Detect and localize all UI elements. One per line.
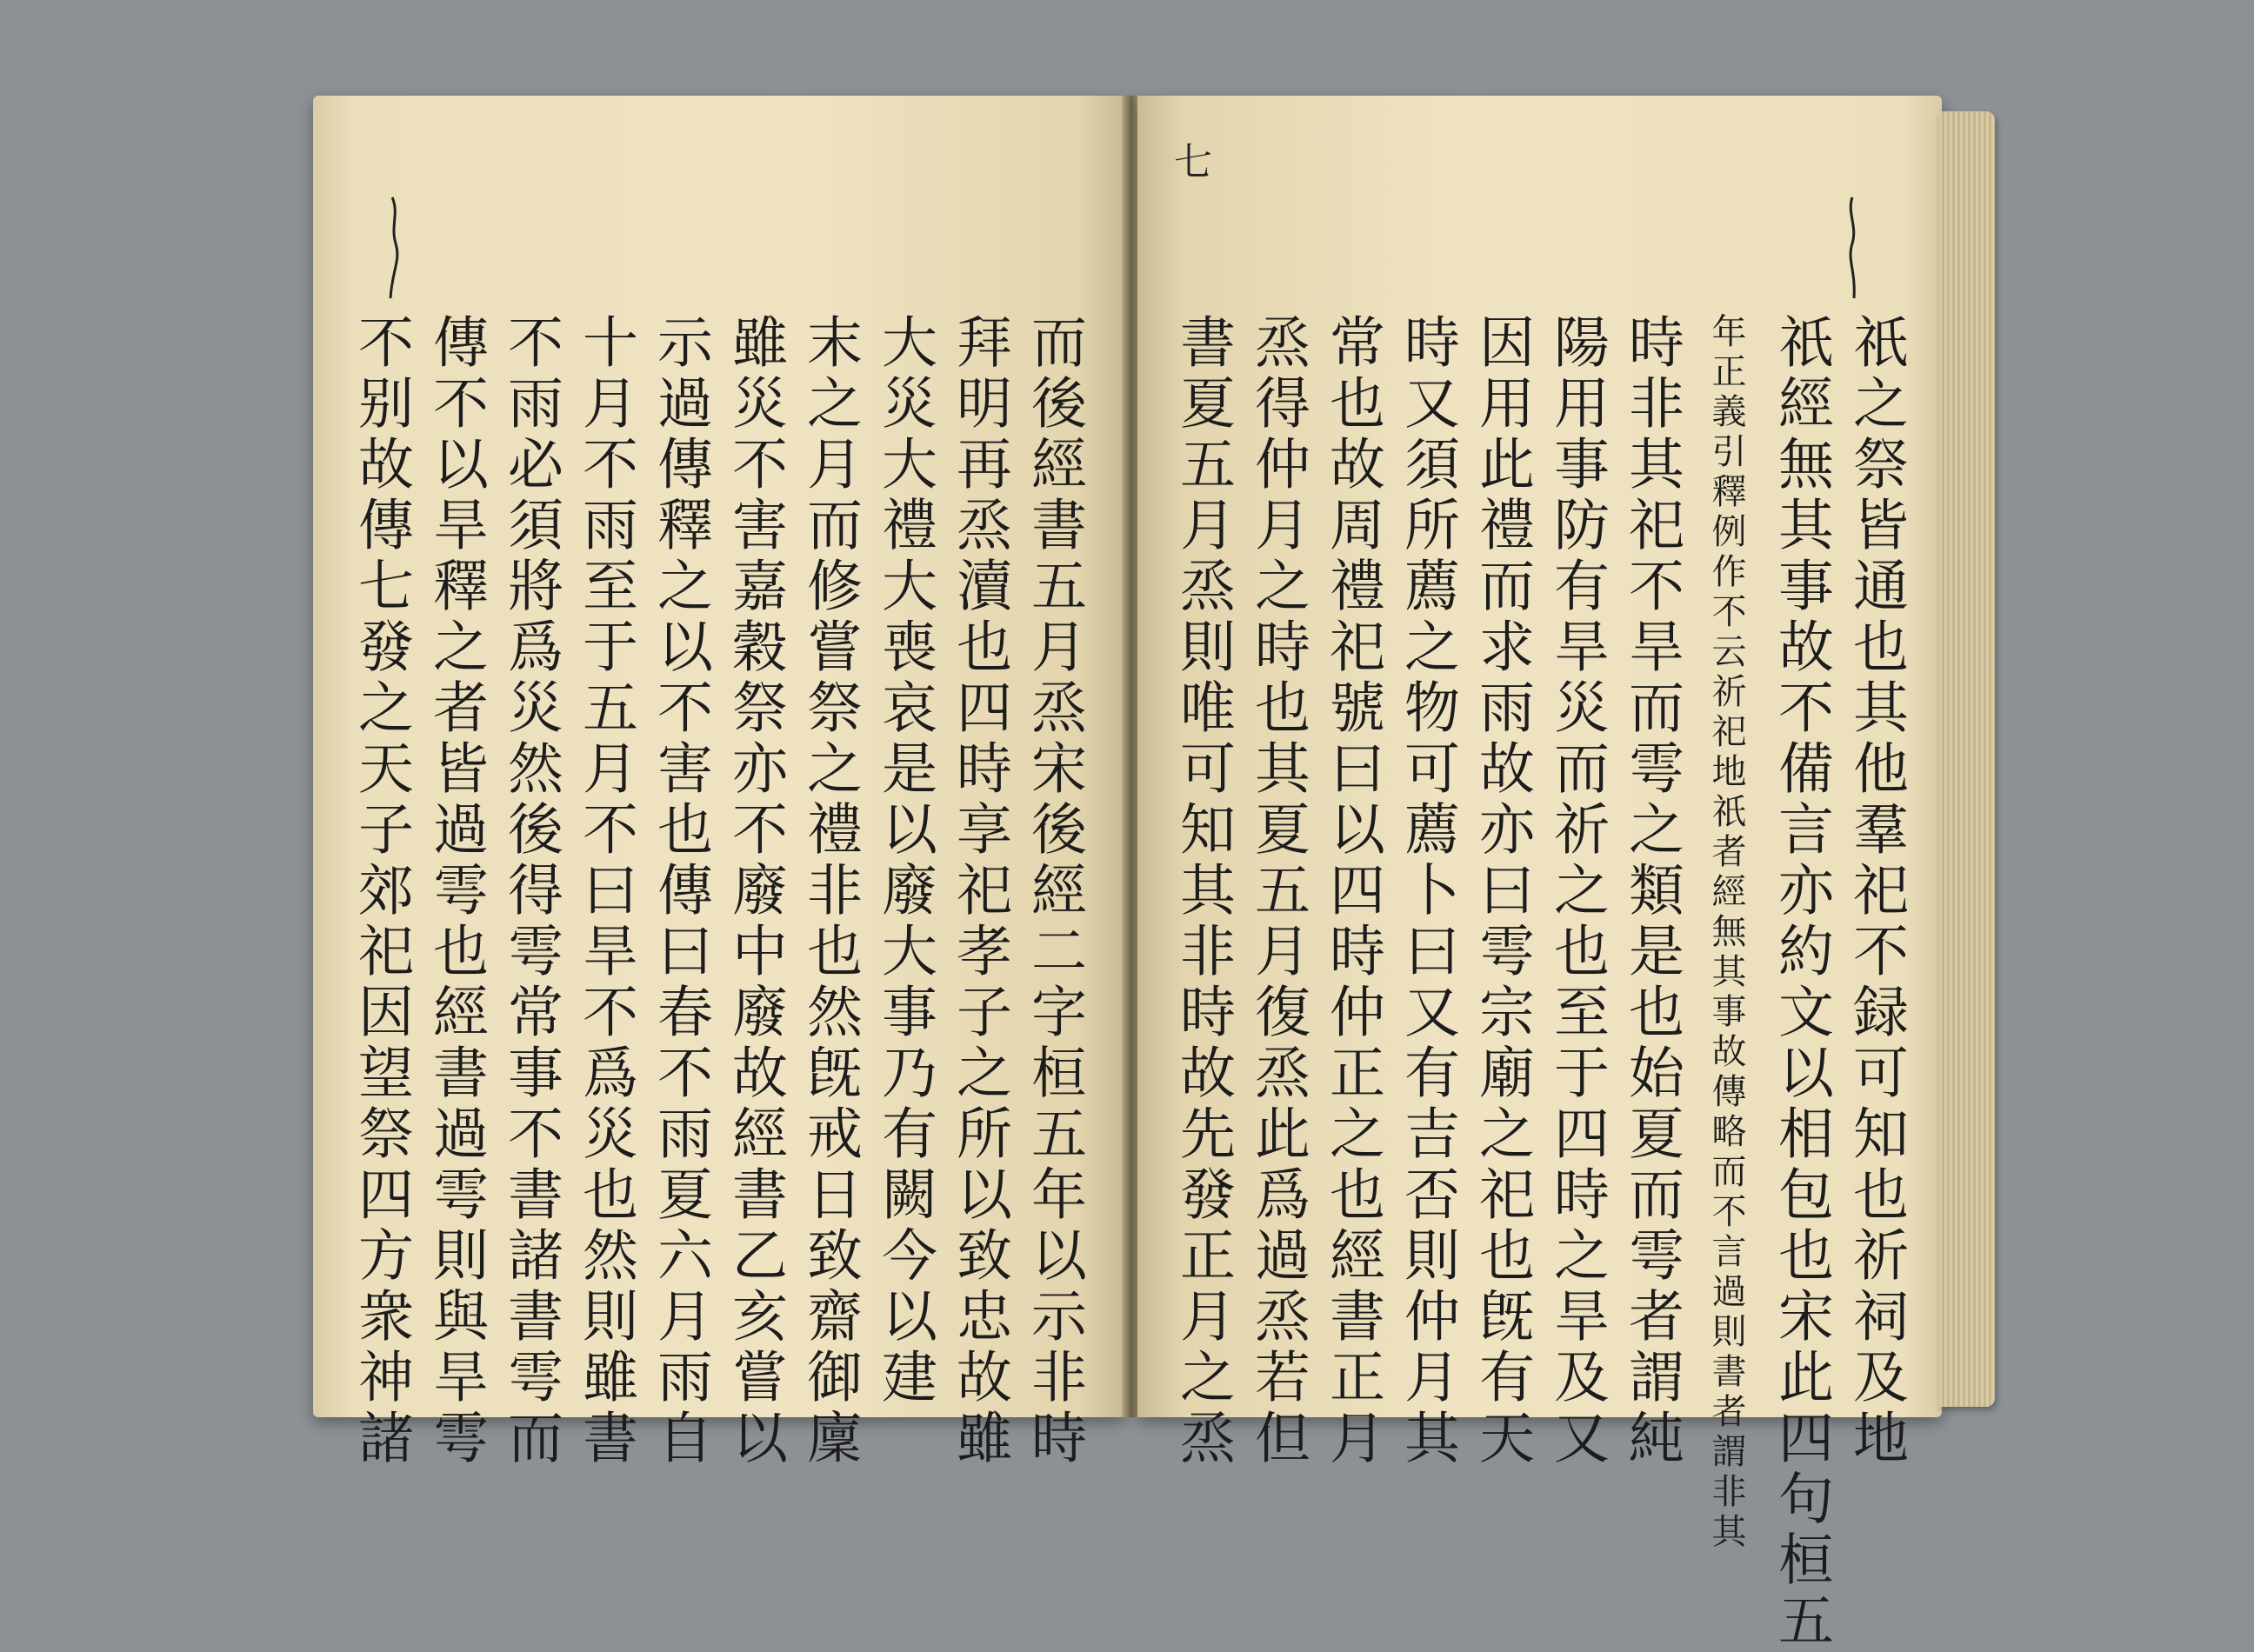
- text-column: 烝得仲月之時也其夏五月復烝此爲過烝若但: [1245, 313, 1310, 1469]
- text-column: 書夏五月烝則唯可知其非時故先發正月之烝: [1170, 313, 1235, 1469]
- text-column: 時又須所薦之物可薦卜曰又有吉否則仲月其: [1395, 313, 1459, 1469]
- page-edges: [1939, 111, 1995, 1407]
- text-column: 時非其祀不旱而雩之類是也始夏而雩者謂純: [1619, 313, 1684, 1469]
- text-column: 不雨必須將爲災然後得雩常事不書諸書雩而: [498, 313, 563, 1469]
- text-column: 祇之祭皆通也其他羣祀不録可知也祈祠及地: [1844, 313, 1908, 1469]
- text-column: 十月不雨至于五月不曰旱不爲災也然則雖書: [573, 313, 637, 1469]
- text-column: 祇經無其事故不備言亦約文以相包也宋此四句桓五: [1769, 313, 1833, 1652]
- text-column: 大災大禮大喪哀是以廢大事乃有闕今以建: [872, 313, 937, 1409]
- open-book: [304, 96, 2004, 1652]
- text-column: 陽用事防有旱災而祈之也至于四時之旱及又: [1544, 313, 1609, 1469]
- text-column: 常也故周禮祀號曰以四時仲正之也經書正月: [1320, 313, 1384, 1469]
- folio-number: 七: [1174, 140, 1212, 184]
- right-page-text: [1170, 313, 1913, 1652]
- text-column: 雖災不害嘉穀祭亦不廢中廢故經書乙亥嘗以: [723, 313, 787, 1469]
- binding-thread-left: [387, 196, 403, 300]
- text-column: 不别故傳七發之天子郊祀因望祭四方衆神諸: [349, 313, 413, 1469]
- binding-thread-right: [1845, 196, 1861, 300]
- text-column: 年正義引釋例作不云祈祀地祇者經無其事故傳略而不言過則書者謂非其: [1706, 313, 1746, 1553]
- text-column: 末之月而修嘗祭之禮非也然旣戒日致齋御廩: [797, 313, 862, 1469]
- text-column: 拜明再烝瀆也四時享祀孝子之所以致忠故雖: [947, 313, 1011, 1469]
- text-column: 而後經書五月烝宋後經二字桓五年以示非時: [1022, 313, 1086, 1469]
- text-column: 傳不以旱釋之者皆過雩也經書過雩則與旱雩: [423, 313, 488, 1469]
- text-column: 示過傳釋之以不害也傳曰春不雨夏六月雨自: [648, 313, 712, 1469]
- text-column: 因用此禮而求雨故亦曰雩宗廟之祀也旣有天: [1470, 313, 1534, 1469]
- left-page-text: [349, 313, 1091, 1469]
